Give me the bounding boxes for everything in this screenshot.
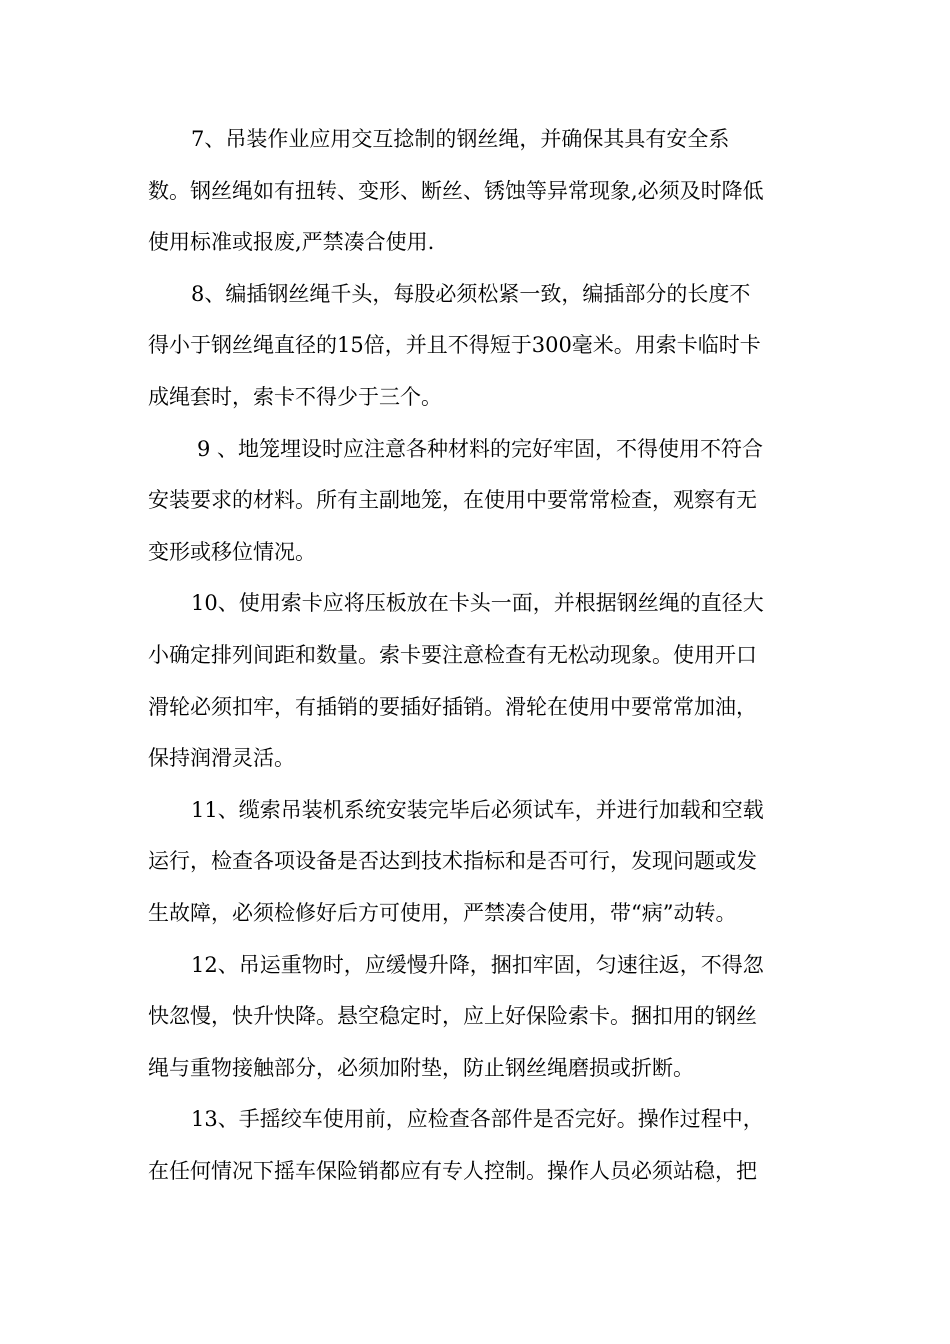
text-line: 安装要求的材料。所有主副地笼，在使用中要常常检查，观察有无 [148,488,757,513]
paragraph-item-9 [148,424,804,579]
text-line: 绳与重物接触部分，必须加附垫，防止钢丝绳磨损或折断。 [148,1055,694,1080]
text-line: 生故障，必须检修好后方可使用，严禁凑合使用，带“病”动转。 [148,900,737,925]
paragraph-item-12 [148,940,804,1095]
paragraph-item-13 [148,1094,804,1197]
text-line: 变形或移位情况。 [148,539,316,564]
paragraph-item-7 [148,114,804,269]
text-line: 运行，检查各项设备是否达到技术指标和是否可行，发现问题或发 [148,849,757,874]
text-line: 9 、地笼埋设时应注意各种材料的完好牢固，不得使用不符合 [197,436,764,461]
text-line: 得小于钢丝绳直径的15倍，并且不得短于300毫米。用索卡临时卡 [148,333,761,358]
document-body [148,114,804,1197]
text-line: 在任何情况下摇车保险销都应有专人控制。操作人员必须站稳，把 [148,1158,757,1183]
text-line: 7、吊装作业应用交互捻制的钢丝绳，并确保其具有安全系 [191,127,730,151]
paragraph-item-8 [148,269,804,424]
text-line: 快忽慢，快升快降。悬空稳定时，应上好保险索卡。捆扣用的钢丝 [148,1004,757,1029]
paragraph-item-10 [148,578,804,784]
text-line: 滑轮必须扣牢，有插销的要插好插销。滑轮在使用中要常常加油， [148,694,757,719]
text-line: 12、吊运重物时，应缓慢升降，捆扣牢固，匀速往返，不得忽 [191,952,764,977]
text-line: 保持润滑灵活。 [148,746,295,771]
text-line: 13、手摇绞车使用前，应检查各部件是否完好。操作过程中， [191,1107,764,1132]
text-line: 11、缆索吊装机系统安装完毕后必须试车，并进行加载和空载 [191,797,764,822]
text-line: 使用标准或报废,严禁凑合使用. [148,230,435,255]
text-line: 8、编插钢丝绳千头，每股必须松紧一致，编插部分的长度不 [191,281,751,306]
text-line: 小确定排列间距和数量。索卡要注意检查有无松动现象。使用开口 [148,642,757,667]
paragraph-item-11 [148,785,804,940]
text-line: 数。钢丝绳如有扭转、变形、断丝、锈蚀等异常现象,必须及时降低 [148,178,764,203]
text-line: 10、使用索卡应将压板放在卡头一面，并根据钢丝绳的直径大 [191,591,764,616]
text-line: 成绳套时，索卡不得少于三个。 [148,384,442,409]
